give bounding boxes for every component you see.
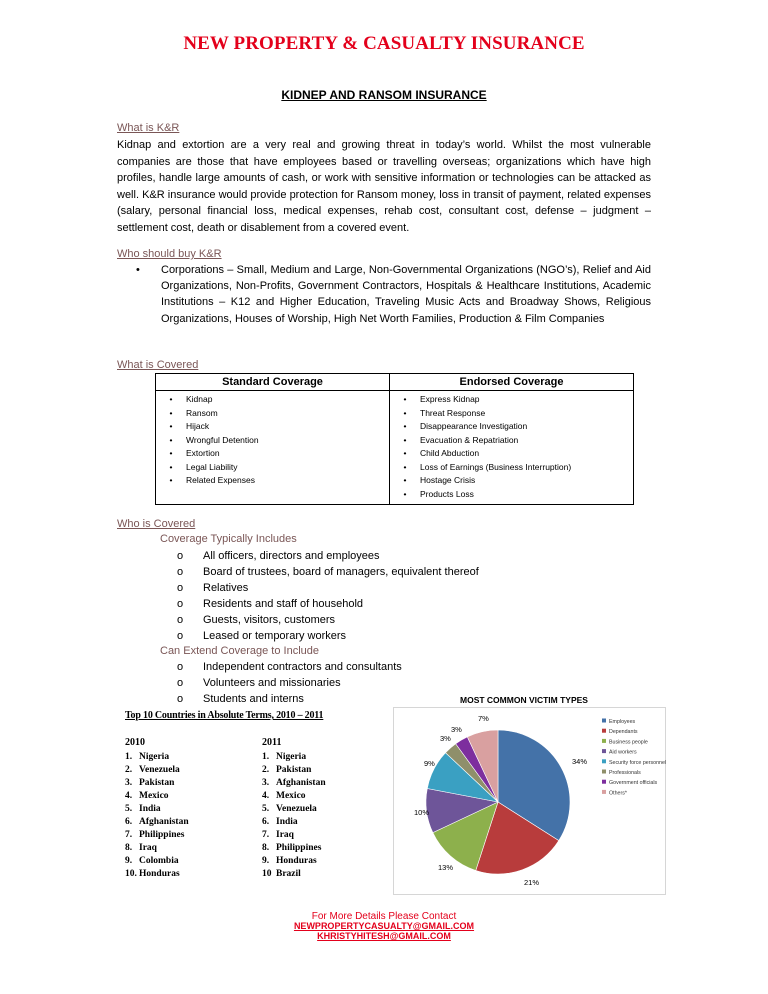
country-rank: 4. <box>262 791 270 801</box>
country-rank: 3. <box>125 778 133 788</box>
endorsed-coverage-item-label: Evacuation & Repatriation <box>420 434 519 445</box>
circle-marker: o <box>177 565 184 578</box>
legend-swatch <box>602 739 606 743</box>
legend-swatch <box>602 780 606 784</box>
country-rank: 6. <box>262 817 270 827</box>
pie-chart-svg <box>394 708 667 896</box>
country-row <box>262 855 317 868</box>
can-extend-item-label: Independent contractors and consultants <box>203 661 402 673</box>
footer-contact-line: For More Details Please Contact <box>311 911 457 922</box>
standard-coverage-item <box>156 461 389 475</box>
country-rank: 2. <box>125 765 133 775</box>
section-heading-what-covered: What is Covered <box>117 359 199 371</box>
country-row <box>125 803 161 816</box>
endorsed-coverage-item-label: Threat Response <box>420 407 486 418</box>
bullet: • <box>403 475 407 485</box>
country-rank: 3. <box>262 778 270 788</box>
country-name: Philippines <box>276 843 322 853</box>
pie-data-label: 21% <box>524 878 540 887</box>
pie-data-label: 9% <box>424 759 435 768</box>
country-name: Iraq <box>276 830 294 840</box>
circle-marker: o <box>177 661 184 673</box>
endorsed-coverage-item-label: Disappearance Investigation <box>420 421 528 431</box>
typically-includes-item-label: Guests, visitors, customers <box>203 613 336 626</box>
country-rank: 5. <box>125 804 133 814</box>
standard-coverage-item-label: Ransom <box>186 407 218 418</box>
endorsed-coverage-item-label: Products Loss <box>420 488 474 499</box>
countries-2010-heading: 2010 <box>125 737 145 748</box>
legend-entry: Employees <box>609 719 636 725</box>
endorsed-coverage-list <box>390 393 633 501</box>
chart-title: MOST COMMON VICTIM TYPES <box>460 695 588 705</box>
country-rank: 10. <box>125 869 137 879</box>
typically-includes-heading: Coverage Typically Includes <box>160 533 297 545</box>
standard-coverage-item-label: Kidnap <box>186 394 213 404</box>
country-name: Venezuela <box>139 765 180 775</box>
country-rank: 10 <box>262 869 272 879</box>
endorsed-coverage-item <box>390 393 633 407</box>
can-extend-item <box>177 659 402 675</box>
bullet: • <box>169 475 173 485</box>
country-name: Colombia <box>139 856 179 866</box>
bullet: • <box>403 421 407 431</box>
country-rank: 8. <box>262 843 270 853</box>
country-rank: 9. <box>262 856 270 866</box>
legend-entry: Business people <box>609 739 648 746</box>
endorsed-coverage-item <box>390 407 633 421</box>
can-extend-heading: Can Extend Coverage to Include <box>160 645 319 657</box>
country-row <box>262 751 306 764</box>
typically-includes-item-label: All officers, directors and employees <box>203 550 380 562</box>
typically-includes-item-label: Leased or temporary workers <box>203 629 347 642</box>
countries-2011-heading: 2011 <box>262 737 282 748</box>
country-name: Venezuela <box>276 804 317 814</box>
typically-includes-item <box>177 580 248 596</box>
can-extend-item <box>177 675 341 691</box>
country-rank: 6. <box>125 817 133 827</box>
country-name: Iraq <box>139 843 157 853</box>
country-row <box>125 751 169 764</box>
endorsed-coverage-cell <box>390 391 634 505</box>
standard-coverage-item-label: Related Expenses <box>186 475 255 485</box>
bullet: • <box>136 264 140 276</box>
typically-includes-item <box>177 596 363 612</box>
endorsed-coverage-item-label: Child Abduction <box>420 448 480 458</box>
country-rank: 9. <box>125 856 133 866</box>
legend-entry: Government officials <box>609 780 658 787</box>
endorsed-coverage-item-label: Hostage Crisis <box>420 475 476 485</box>
standard-coverage-item-label: Legal Liability <box>186 461 238 472</box>
pie-data-label: 34% <box>572 757 588 766</box>
pie-data-label: 10% <box>414 808 430 817</box>
bullet: • <box>169 461 173 472</box>
endorsed-coverage-item-label: Loss of Earnings (Business Interruption) <box>420 461 572 472</box>
legend-swatch <box>602 790 606 794</box>
country-name: Nigeria <box>276 752 307 762</box>
bullet: • <box>169 421 173 431</box>
country-row <box>262 777 326 790</box>
country-rank: 1. <box>125 752 133 762</box>
page-title: NEW PROPERTY & CASUALTY INSURANCE <box>183 33 585 54</box>
coverage-table <box>155 373 634 505</box>
endorsed-coverage-item-label: Express Kidnap <box>420 394 480 404</box>
legend-swatch <box>602 749 606 753</box>
circle-marker: o <box>177 676 184 689</box>
bullet: • <box>169 434 173 445</box>
legend-swatch <box>602 729 606 733</box>
pie-data-label: 7% <box>478 714 489 723</box>
endorsed-coverage-item <box>390 434 633 448</box>
bullet: • <box>403 434 407 445</box>
country-rank: 7. <box>125 830 133 840</box>
footer-email-2[interactable]: KHRISTYHITESH@GMAIL.COM <box>317 931 451 941</box>
country-name: Brazil <box>276 869 301 879</box>
bullet: • <box>403 488 407 499</box>
typically-includes-item-label: Board of trustees, board of managers, equivalent thereof <box>203 565 479 578</box>
circle-marker: o <box>177 629 184 642</box>
country-rank: 7. <box>262 830 270 840</box>
standard-coverage-item <box>156 474 389 488</box>
country-name: Pakistan <box>276 765 312 775</box>
endorsed-coverage-item <box>390 488 633 502</box>
standard-coverage-cell <box>156 391 390 505</box>
legend-entry: Professionals <box>609 770 641 776</box>
legend-swatch <box>602 719 606 723</box>
legend-entry: Security force personnel <box>609 759 667 766</box>
bullet: • <box>403 407 407 418</box>
who-should-item <box>136 262 651 327</box>
pie-data-label: 3% <box>451 725 462 734</box>
bullet: • <box>403 448 407 458</box>
section-heading-what-is: What is K&R <box>117 122 180 134</box>
can-extend-item-label: Volunteers and missionaries <box>203 676 341 689</box>
what-is-paragraph: Kidnap and extortion are a very real and growing threat in today’s world. Whilst the most vulnerable companies are those that have employees based or travelling overseas; organizations which have high profiles, handle large amounts of cash, or work with sensitive information or technologies can be attacked as well. K&R insurance would provide protection for Ransom money, loss in transit of payment, related expenses (salary, personal financial loss, medical expenses, rehab cost, consultant cost, defense – judgment – settlement cost, death or disablement from a covered event. <box>117 139 651 234</box>
endorsed-coverage-item <box>390 461 633 475</box>
bullet: • <box>403 461 407 472</box>
country-name: Nigeria <box>139 752 170 762</box>
section-heading-who-covered: Who is Covered <box>117 518 196 530</box>
country-row <box>125 855 179 868</box>
country-name: Philippines <box>139 830 185 840</box>
typically-includes-item <box>177 628 346 644</box>
country-row <box>125 816 189 829</box>
standard-coverage-item-label: Hijack <box>186 421 210 431</box>
can-extend-item-label: Students and interns <box>203 692 304 705</box>
country-row <box>125 842 157 855</box>
country-row <box>262 764 311 777</box>
pie-data-label: 3% <box>440 734 451 743</box>
standard-coverage-item <box>156 447 389 461</box>
country-name: Afghanistan <box>276 778 326 788</box>
country-row <box>262 829 294 842</box>
country-rank: 5. <box>262 804 270 814</box>
section-heading-who-should: Who should buy K&R <box>117 248 222 260</box>
standard-coverage-item <box>156 407 389 421</box>
country-row <box>262 803 317 816</box>
country-name: Pakistan <box>139 778 175 788</box>
standard-coverage-item <box>156 434 389 448</box>
legend-swatch <box>602 770 606 774</box>
endorsed-coverage-item <box>390 447 633 461</box>
country-row <box>125 777 174 790</box>
document-subtitle: KIDNEP AND RANSOM INSURANCE <box>281 88 487 102</box>
country-rank: 2. <box>262 765 270 775</box>
typically-includes-item <box>177 564 479 580</box>
country-rank: 4. <box>125 791 133 801</box>
countries-title: Top 10 Countries in Absolute Terms, 2010 – 2011 <box>125 710 324 721</box>
bullet: • <box>169 394 173 404</box>
standard-coverage-header: Standard Coverage <box>156 374 390 391</box>
country-name: Afghanistan <box>139 817 189 827</box>
circle-marker: o <box>177 581 184 594</box>
country-name: Mexico <box>139 791 169 801</box>
circle-marker: o <box>177 613 184 626</box>
standard-coverage-item-label: Extortion <box>186 448 220 458</box>
legend-entry: Aid workers <box>609 749 637 756</box>
country-name: Honduras <box>276 856 317 866</box>
bullet: • <box>403 394 407 404</box>
country-row <box>262 868 301 881</box>
country-name: Mexico <box>276 791 306 801</box>
pie-data-label: 13% <box>438 863 454 872</box>
standard-coverage-list <box>156 393 389 488</box>
footer-email-1[interactable]: NEWPROPERTYCASUALTY@GMAIL.COM <box>293 921 475 931</box>
victim-types-chart <box>393 707 666 895</box>
who-should-text: Corporations – Small, Medium and Large, Non-Governmental Organizations (NGO’s), Relief and Aid Organizations, Non-Profits, Government Contractors, Hospitals & Healthcare Institutions, Academic Institutions – K12 and Higher Education, Traveling Music Acts and Broadway Shows, Religious Organizations, Houses of Worship, High Net Worth Families, Production & Film Companies <box>161 264 651 325</box>
standard-coverage-item <box>156 393 389 407</box>
country-name: India <box>139 804 161 814</box>
circle-marker: o <box>177 597 184 610</box>
standard-coverage-item <box>156 420 389 434</box>
legend-entry: Dependants <box>609 729 638 736</box>
country-name: India <box>276 817 298 827</box>
country-row <box>262 790 306 803</box>
country-row <box>125 829 184 842</box>
country-rank: 1. <box>262 752 270 762</box>
circle-marker: o <box>177 550 184 562</box>
standard-coverage-item-label: Wrongful Detention <box>186 434 259 445</box>
country-row <box>262 842 321 855</box>
legend-swatch <box>602 759 606 763</box>
typically-includes-item <box>177 612 335 628</box>
typically-includes-item <box>177 548 380 564</box>
country-row <box>125 764 180 777</box>
country-row <box>125 790 169 803</box>
circle-marker: o <box>177 692 184 705</box>
can-extend-item <box>177 691 304 707</box>
typically-includes-item-label: Residents and staff of household <box>203 597 364 610</box>
bullet: • <box>169 448 173 458</box>
typically-includes-item-label: Relatives <box>203 581 249 594</box>
country-name: Honduras <box>139 869 180 879</box>
country-rank: 8. <box>125 843 133 853</box>
country-row <box>262 816 298 829</box>
endorsed-coverage-item <box>390 420 633 434</box>
country-row <box>125 868 180 881</box>
endorsed-coverage-item <box>390 474 633 488</box>
legend-entry: Others* <box>609 790 627 797</box>
endorsed-coverage-header: Endorsed Coverage <box>390 374 634 391</box>
bullet: • <box>169 407 173 418</box>
